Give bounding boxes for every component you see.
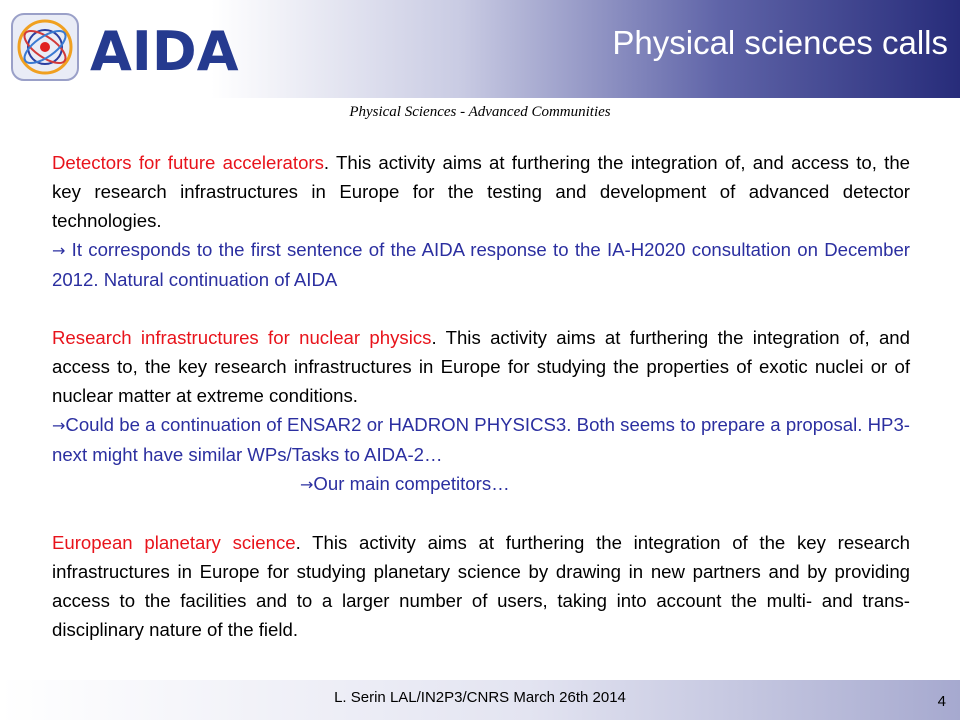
section-note xyxy=(52,410,910,469)
section-heading: European planetary science xyxy=(52,532,296,553)
slide-subtitle: Physical Sciences - Advanced Communities xyxy=(349,104,611,120)
section-body: . This activity aims at furthering the integration of, and access to, the key research infrastructures in Europe for the testing and development of advanced detector technologies. xyxy=(52,152,910,231)
section-detectors xyxy=(52,148,910,235)
slide-content xyxy=(52,148,910,644)
note-text: It corresponds to the first sentence of the AIDA response to the IA-H2020 consultation on December 2012. Natural continuation of AIDA xyxy=(52,239,910,290)
section-heading: Research infrastructures for nuclear physics xyxy=(52,327,432,348)
page-number: 4 xyxy=(937,693,946,710)
section-nuclear xyxy=(52,323,910,410)
section-note xyxy=(52,235,910,294)
right-arrow-icon: → xyxy=(300,475,314,494)
section-heading: Detectors for future accelerators xyxy=(52,152,324,173)
footer-text: L. Serin LAL/IN2P3/CNRS March 26th 2014 xyxy=(334,689,626,706)
section-body: . This activity aims at furthering the integration of the key research infrastructures in Europe for studying planetary science by drawing in new partners and by providing access to the facilities and to a larger number of users, taking into account the multi- and trans-disciplinary nature of the field. xyxy=(52,532,910,640)
note-text: Could be a continuation of ENSAR2 or HADRON PHYSICS3. Both seems to prepare a proposal. HP3-next might have similar WPs/Tasks to AIDA-2… xyxy=(52,414,910,465)
section-body: . This activity aims at furthering the integration of, and access to, the key research infrastructures in Europe for studying the properties of exotic nuclei or of nuclear matter at extreme conditions. xyxy=(52,327,910,406)
competitors-note xyxy=(52,469,910,499)
note-text: Our main competitors… xyxy=(313,473,510,494)
right-arrow-icon: → xyxy=(52,416,66,435)
svg-text:AIDA: AIDA xyxy=(90,20,239,83)
section-planetary xyxy=(52,528,910,644)
aida-logo xyxy=(8,8,268,86)
slide-title: Physical sciences calls xyxy=(612,24,948,61)
header-banner xyxy=(0,0,960,98)
right-arrow-icon: → xyxy=(52,241,66,260)
